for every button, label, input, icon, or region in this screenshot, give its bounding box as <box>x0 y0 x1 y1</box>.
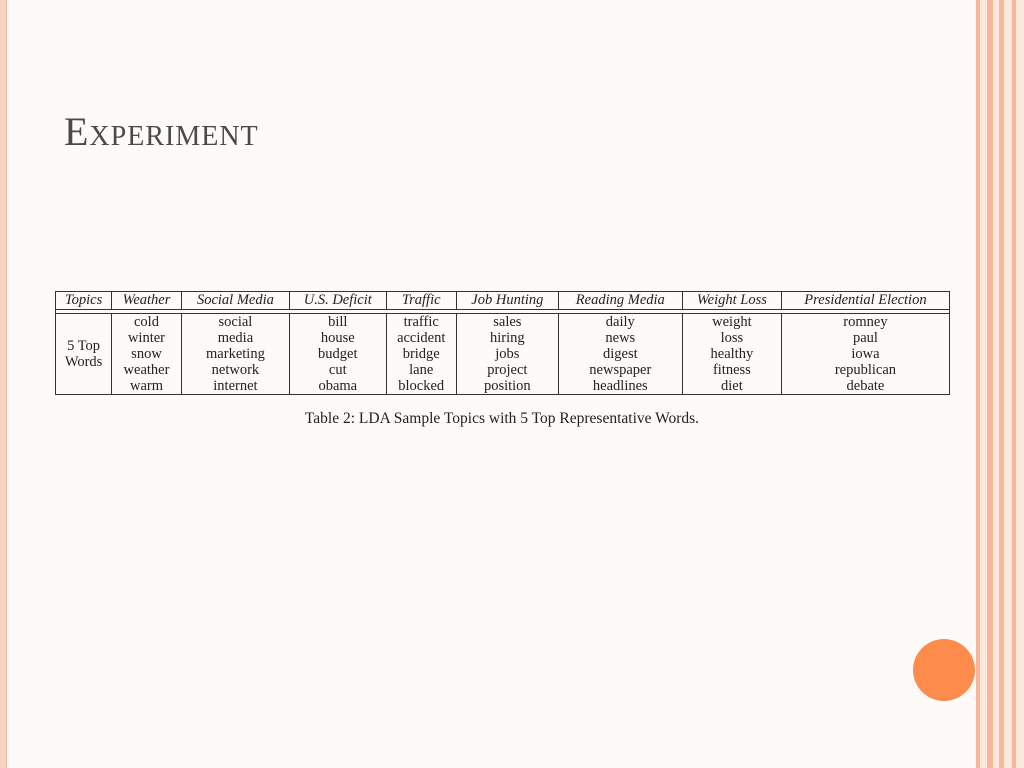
word: snow <box>131 346 162 362</box>
header-reading-media: Reading Media <box>558 292 682 310</box>
word: sales <box>493 314 522 330</box>
word: network <box>211 362 260 378</box>
word: media <box>217 330 254 346</box>
table-caption: Table 2: LDA Sample Topics with 5 Top Representative Words. <box>304 410 700 427</box>
word: daily <box>605 314 635 330</box>
row-label-cell <box>56 314 112 395</box>
header-traffic: Traffic <box>386 292 456 310</box>
header-job-hunting: Job Hunting <box>456 292 558 310</box>
word: warm <box>129 378 163 394</box>
words-reading-media <box>558 314 682 395</box>
words-weight-loss <box>682 314 781 395</box>
slide-title: Experiment <box>64 109 259 154</box>
header-weather: Weather <box>112 292 182 310</box>
left-border-line <box>6 0 7 768</box>
word: obama <box>318 378 358 394</box>
word: bridge <box>402 346 440 362</box>
lda-topics-table <box>55 291 950 395</box>
right-stripe <box>1004 0 1012 768</box>
words-weather <box>112 314 182 395</box>
word: weather <box>123 362 170 378</box>
word: digest <box>602 346 638 362</box>
word: debate <box>846 378 885 394</box>
words-traffic <box>386 314 456 395</box>
word: iowa <box>851 346 880 362</box>
words-us-deficit <box>290 314 386 395</box>
accent-circle <box>913 639 975 701</box>
word: paul <box>852 330 878 346</box>
word: romney <box>843 314 888 330</box>
word: cold <box>134 314 159 330</box>
word: republican <box>834 362 897 378</box>
header-presidential-election: Presidential Election <box>781 292 949 310</box>
word: news <box>605 330 636 346</box>
lda-table-container <box>55 291 950 395</box>
word: fitness <box>712 362 751 378</box>
header-us-deficit: U.S. Deficit <box>290 292 386 310</box>
word: headlines <box>592 378 648 394</box>
words-presidential-election <box>781 314 949 395</box>
word: lane <box>409 362 434 378</box>
word: internet <box>213 378 258 394</box>
word: hiring <box>490 330 525 346</box>
word: diet <box>721 378 743 394</box>
right-stripe <box>980 0 987 768</box>
word: house <box>320 330 355 346</box>
word: winter <box>127 330 165 346</box>
word: newspaper <box>589 362 652 378</box>
word: loss <box>720 330 744 346</box>
table-header-row <box>56 292 950 310</box>
row-label-line: Words <box>64 354 103 370</box>
table-body-row <box>56 314 950 395</box>
word: traffic <box>403 314 439 330</box>
right-stripe <box>1016 0 1024 768</box>
word: jobs <box>495 346 520 362</box>
header-topics: Topics <box>56 292 112 310</box>
word: healthy <box>710 346 754 362</box>
word: marketing <box>206 346 265 362</box>
words-job-hunting <box>456 314 558 395</box>
word: budget <box>318 346 358 362</box>
word: social <box>218 314 253 330</box>
header-weight-loss: Weight Loss <box>682 292 781 310</box>
row-label-line: 5 Top <box>67 338 101 354</box>
word: position <box>483 378 531 394</box>
word: blocked <box>398 378 445 394</box>
words-social-media <box>181 314 289 395</box>
word: bill <box>328 314 348 330</box>
word: accident <box>397 330 446 346</box>
header-social-media: Social Media <box>181 292 289 310</box>
word: project <box>487 362 528 378</box>
word: cut <box>328 362 347 378</box>
word: weight <box>712 314 752 330</box>
